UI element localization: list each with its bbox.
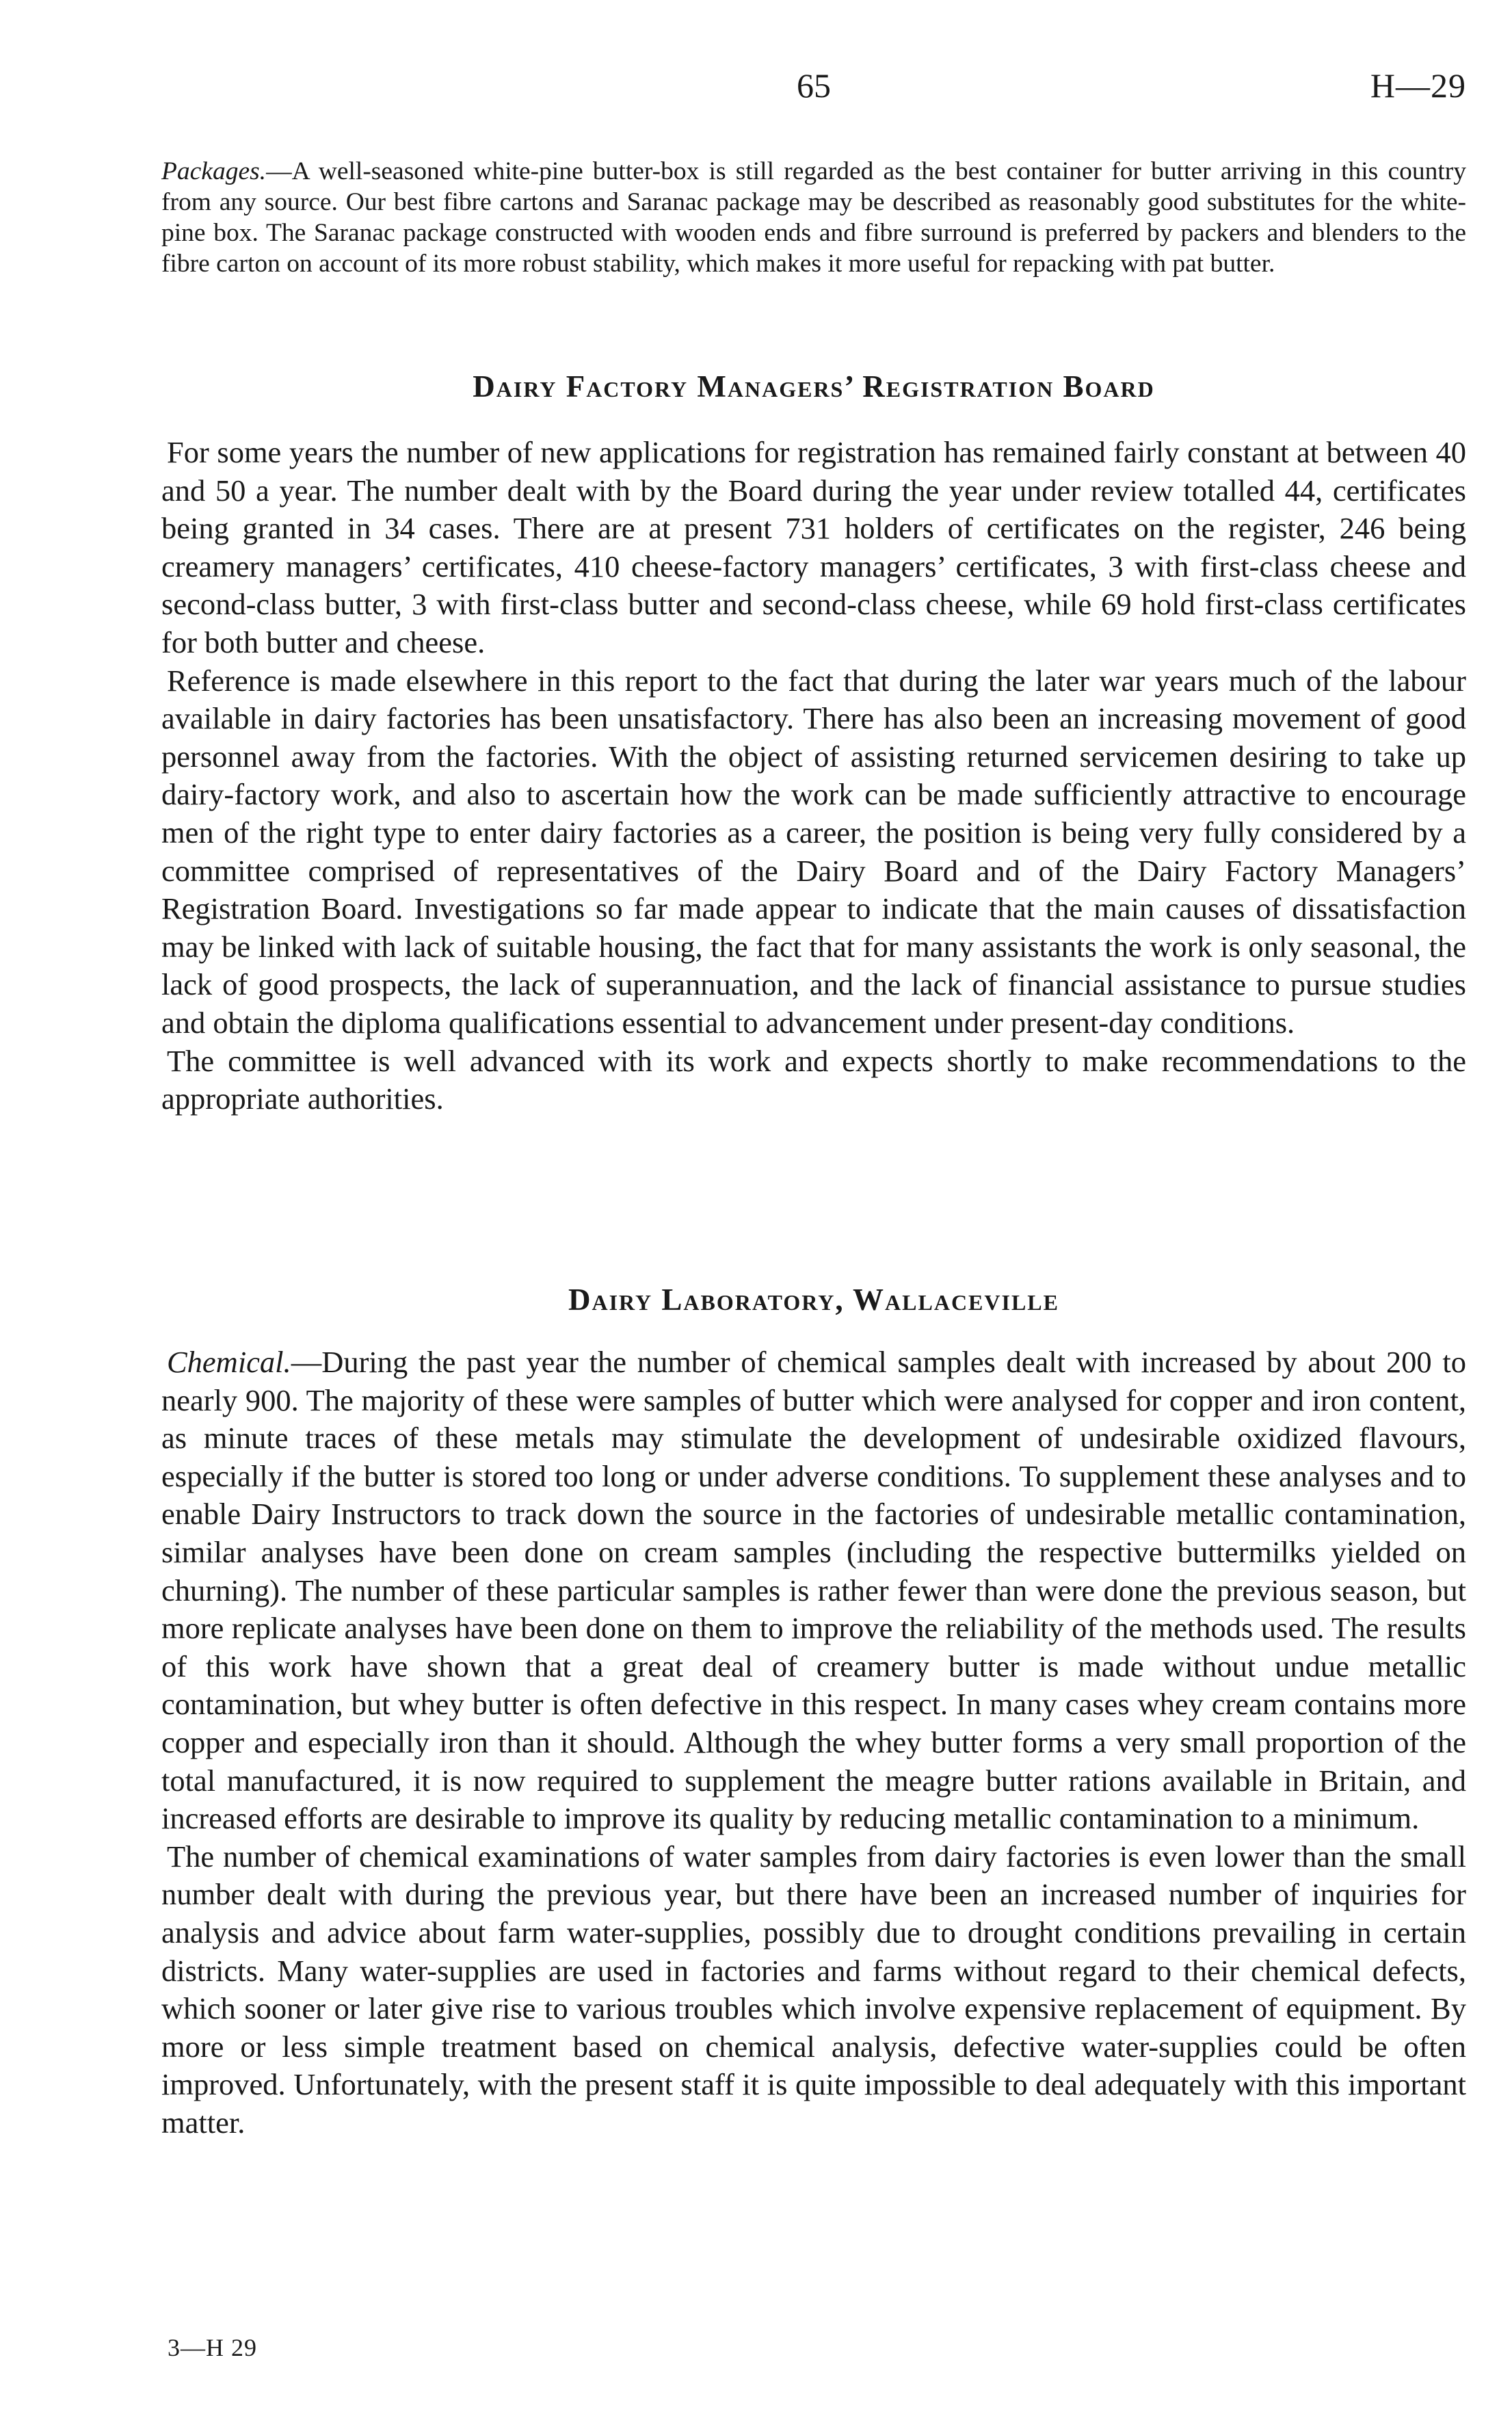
packages-paragraph [161,156,1466,279]
packages-section [161,156,1466,279]
registration-paragraph-1 [161,434,1466,662]
registration-paragraph-1-text: For some years the number of new applications for registration has remained fairly constant at between 40 and 50 a year. The number dealt with by the Board during the year under review totalled 44, certificates being granted in 34 cases. There are at present 731 holders of certificates on the register, 246 being creamery managers’ certificates, 410 cheese-factory managers’ certificates, 3 with first-class cheese and second-class butter, 3 with first-class butter and second-class cheese, while 69 hold first-class certificates for both butter and cheese. [161,435,1466,659]
packages-text: —A well-seasoned white-pine butter-box is still regarded as the best container for butter arriving in this country from any source. Our best fibre cartons and Saranac package may be described as reasonably good substitutes for the white-pine box. The Saranac package constructed with wooden ends and fibre surround is preferred by packers and blenders to the fibre carton on account of its more robust stability, which makes it more useful for repacking with pat butter. [161,157,1466,278]
registration-paragraph-2-text: Reference is made elsewhere in this report to the fact that during the later war years much of the labour available in dairy factories has been unsatisfactory. There has also been an increasing movement of good personnel away from the factories. With the object of assisting returned servicemen desiring to take up dairy-factory work, and also to ascertain how the work can be made sufficiently attractive to encourage men of the right type to enter dairy factories as a career, the position is being very fully considered by a committee comprised of representatives of the Dairy Board and of the Dairy Factory Managers’ Registration Board. Investigations so far made appear to indicate that the main causes of dissatisfaction may be linked with lack of suitable housing, the fact that for many assistants the work is only seasonal, the lack of good prospects, the lack of superannuation, and the lack of financial assistance to pursue studies and obtain the diploma qualifications essential to advancement under present-day conditions. [161,663,1466,1040]
registration-board-heading: Dairy Factory Managers’ Registration Board [473,369,1155,404]
laboratory-body [161,1343,1466,2142]
water-paragraph [161,1838,1466,2142]
chemical-text: —During the past year the number of chemical samples dealt with increased by about 200 to nearly 900. The majority of these were samples of butter which were analysed for copper and iron content, as minute traces of these metals may stimulate the development of undesirable oxidized flavours, especially if the butter is stored too long or under adverse conditions. To supplement these analyses and to enable Dairy Instructors to track down the source in the factories of undesirable metallic contamination, similar analyses have been done on cream samples (including the respective buttermilks yielded on churning). The number of these particular samples is rather fewer than were done the previous season, but more replicate analyses have been done on them to improve the reliability of the methods used. The results of this work have shown that a great deal of creamery butter is made without undue metallic contamination, but whey butter is often defective in this respect. In many cases whey cream contains more copper and especially iron than it should. Although the whey butter forms a very small proportion of the total manufactured, it is now required to supplement the meagre butter rations available in Britain, and increased efforts are desirable to improve its quality by reducing metallic contamination to a minimum. [161,1345,1466,1836]
chemical-lead: Chemical. [167,1345,291,1379]
printer-signature: 3—H 29 [168,2334,257,2361]
laboratory-section [161,1281,1466,1318]
packages-lead: Packages. [161,157,267,185]
registration-board-section [161,368,1466,405]
document-reference: H—29 [1370,66,1466,105]
page-number: 65 [797,66,831,105]
registration-paragraph-2 [161,662,1466,1042]
registration-paragraph-3 [161,1042,1466,1118]
registration-board-body [161,434,1466,1118]
water-text: The number of chemical examinations of water samples from dairy factories is even lower than the small number dealt with during the previous year, but there have been an increased number of inquiries for analysis and advice about farm water-supplies, possibly due to drought conditions prevailing in certain districts. Many water-supplies are used in factories and farms without regard to their chemical defects, which sooner or later give rise to various troubles which involve expensive replacement of equipment. By more or less simple treatment based on chemical analysis, defective water-supplies could be often improved. Unfortunately, with the present staff it is quite impossible to deal adequately with this important matter. [161,1839,1466,2140]
chemical-paragraph [161,1343,1466,1838]
registration-paragraph-3-text: The committee is well advanced with its work and expects shortly to make recommendations to the appropriate authorities. [161,1043,1466,1116]
laboratory-heading: Dairy Laboratory, Wallaceville [568,1283,1059,1317]
page-header [161,65,1466,120]
